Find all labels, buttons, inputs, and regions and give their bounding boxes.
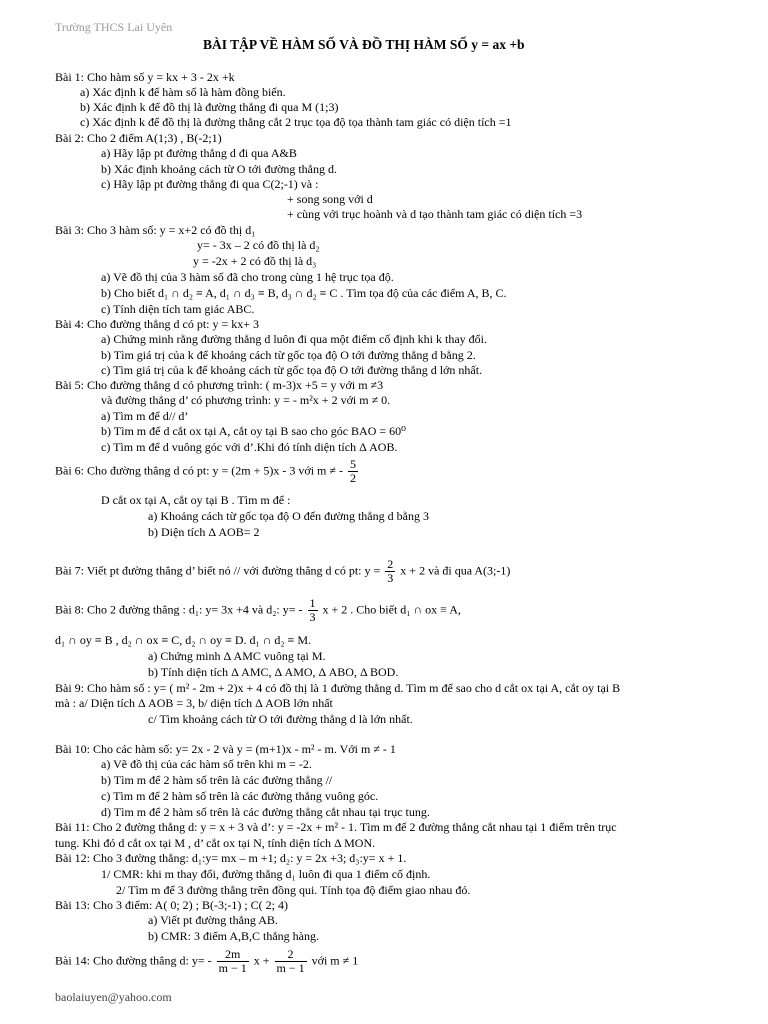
- exercise-11-line-2: tung. Khi đó d cắt ox tại M , d’ cắt ox tại N, tính diện tích Δ MON.: [55, 836, 376, 850]
- exercise-3-b: b) Cho biết d₁ ∩ d₂ ≡ A, d₁ ∩ d₃ ≡ B, d₃ ∩ d₂ ≡ C . Tìm tọa độ của các điểm A, B, C.: [101, 286, 507, 300]
- fraction-numerator: 5: [349, 457, 356, 471]
- exercise-10-a: a) Vẽ đồ thị của các hàm số trên khi m = -2.: [101, 757, 312, 771]
- exercise-1: Bài 1: Cho hàm số y = kx + 3 - 2x +k: [55, 70, 235, 84]
- exercise-8-b: b) Tính diện tích Δ AMC, Δ AMO, Δ ABO, Δ BOD.: [148, 665, 399, 679]
- exercise-9: Bài 9: Cho hàm số : y= ( m² - 2m + 2)x + 4 có đồ thị là 1 đường thẳng d. Tìm m để sao cho d cắt ox tại A, cắt oy tại B: [55, 681, 621, 695]
- exercise-10-b: b) Tìm m để 2 hàm số trên là các đường thẳng //: [101, 773, 333, 787]
- exercise-2-a: a) Hãy lập pt đường thẳng d đi qua A&B: [101, 146, 297, 160]
- footer-email: baolaiuyen@yahoo.com: [55, 990, 172, 1004]
- exercise-5-a: a) Tìm m để d// d’: [101, 409, 189, 423]
- exercise-6-line-2: D cắt ox tại A, cắt oy tại B . Tìm m để :: [101, 493, 291, 507]
- fraction-1-over-3: [308, 597, 318, 624]
- fraction-numerator: 1: [309, 596, 316, 610]
- exercise-8-a: a) Chứng minh Δ AMC vuông tại M.: [148, 649, 326, 663]
- exercise-5: Bài 5: Cho đường thẳng d có phương trình: ( m-3)x +5 = y với m ≠3: [55, 378, 384, 392]
- exercise-1-a: a) Xác định k để hàm số là hàm đồng biến.: [80, 85, 286, 99]
- exercise-14: [55, 948, 358, 975]
- fraction-numerator: 2: [275, 948, 307, 962]
- exercise-3-line-2: y= - 3x – 2 có đồ thị là d₂: [197, 238, 320, 252]
- exercise-8-line-2: d₁ ∩ oy ≡ B , d₂ ∩ ox ≡ C, d₂ ∩ oy ≡ D. d₁ ∩ d₂ ≡ M.: [55, 633, 311, 647]
- exercise-4-c: c) Tìm giá trị của k để khoảng cách từ gốc tọa độ O tới đường thẳng d lớn nhất.: [101, 363, 483, 377]
- exercise-8-text-end: x + 2 . Cho biết d₁ ∩ ox ≡ A,: [322, 602, 461, 617]
- exercise-14-text: Bài 14: Cho đường thẳng d: y= -: [55, 953, 212, 968]
- exercise-6-a: a) Khoảng cách từ gốc tọa độ O đến đường thẳng d bằng 3: [148, 509, 429, 523]
- fraction-denominator: 2: [349, 471, 356, 485]
- exercise-5-line-2: và đường thẳng d’ có phương trình: y = - m²x + 2 với m ≠ 0.: [101, 393, 391, 407]
- fraction-2-over-3: [385, 558, 395, 585]
- fraction-numerator: 2: [387, 557, 394, 571]
- exercise-2-c-2: + cùng với trục hoành và d tạo thành tam giác có diện tích =3: [287, 207, 583, 221]
- exercise-8-text: Bài 8: Cho 2 đường thẳng : d₁: y= 3x +4 và d₂: y= -: [55, 602, 303, 617]
- fraction-5-over-2: [348, 458, 358, 485]
- exercise-14-text-mid: x +: [253, 953, 270, 968]
- exercise-6-b: b) Diện tích Δ AOB= 2: [148, 525, 260, 539]
- exercise-12-line-3: 2/ Tìm m để 3 đường thẳng trên đồng qui. Tính tọa độ điểm giao nhau đó.: [116, 883, 471, 897]
- exercise-1-c: c) Xác định k để đồ thị là đường thẳng cắt 2 trục tọa độ tọa thành tam giác có diện tích =1: [80, 115, 512, 129]
- exercise-3-line-3: y = -2x + 2 có đồ thị là d₃: [193, 254, 317, 268]
- exercise-2-b: b) Xác định khoảng cách từ O tới đường thẳng d.: [101, 162, 337, 176]
- exercise-2-c-1: + song song với d: [287, 192, 373, 206]
- exercise-12: Bài 12: Cho 3 đường thẳng: d₁:y= mx – m +1; d₂: y = 2x +3; d₃:y= x + 1.: [55, 851, 407, 865]
- fraction-denominator: 3: [387, 571, 394, 585]
- exercise-8: [55, 597, 461, 624]
- exercise-10-d: d) Tìm m để 2 hàm số trên là các đường thẳng cắt nhau tại trục tung.: [101, 805, 430, 819]
- exercise-13-b: b) CMR: 3 điểm A,B,C thẳng hàng.: [148, 929, 319, 943]
- exercise-2: Bài 2: Cho 2 điểm A(1;3) , B(-2;1): [55, 131, 222, 145]
- exercise-4-a: a) Chứng minh rằng đường thẳng d luôn đi qua một điểm cố định khi k thay đổi.: [101, 332, 487, 346]
- exercise-7: [55, 558, 510, 585]
- exercise-6-text: Bài 6: Cho đường thẳng d có pt: y = (2m + 5)x - 3 với m ≠ -: [55, 463, 343, 478]
- fraction-denominator: m − 1: [276, 961, 305, 975]
- fraction-2-over-m-minus-1: [275, 948, 307, 975]
- exercise-9-line-2: mà : a/ Diện tích Δ AOB = 3, b/ diện tích Δ AOB lớn nhất: [55, 696, 333, 710]
- fraction-numerator: 2m: [217, 948, 249, 962]
- school-header: Trường THCS Lai Uyên: [55, 20, 173, 34]
- exercise-7-text-end: x + 2 và đi qua A(3;-1): [400, 563, 511, 578]
- exercise-10-c: c) Tìm m để 2 hàm số trên là các đường thẳng vuông góc.: [101, 789, 379, 803]
- exercise-5-b: b) Tìm m để d cắt ox tại A, cắt oy tại B sao cho góc BAO = 60⁰: [101, 424, 406, 438]
- exercise-3-c: c) Tính diện tích tam giác ABC.: [101, 302, 255, 316]
- exercise-11: Bài 11: Cho 2 đường thẳng d: y = x + 3 và d’: y = -2x + m² - 1. Tìm m để 2 đường thẳng cắt nhau tại 1 điểm trên trục: [55, 820, 617, 834]
- exercise-13-a: a) Viết pt đường thẳng AB.: [148, 913, 278, 927]
- exercise-7-text: Bài 7: Viết pt đường thẳng d’ biết nó // với đường thẳng d có pt: y =: [55, 563, 381, 578]
- exercise-3-a: a) Vẽ đồ thị của 3 hàm số đã cho trong cùng 1 hệ trục tọa độ.: [101, 270, 394, 284]
- exercise-4: Bài 4: Cho đường thẳng d có pt: y = kx+ 3: [55, 317, 260, 331]
- exercise-3: Bài 3: Cho 3 hàm số: y = x+2 có đồ thị d₁: [55, 223, 256, 237]
- exercise-12-line-2: 1/ CMR: khi m thay đổi, đường thẳng d₁ luôn đi qua 1 điểm cố định.: [101, 867, 431, 881]
- exercise-4-b: b) Tìm giá trị của k để khoảng cách từ gốc tọa độ O tới đường thẳng d bằng 2.: [101, 348, 476, 362]
- exercise-5-c: c) Tìm m để d vuông góc với d’.Khi đó tính diện tích Δ AOB.: [101, 440, 398, 454]
- exercise-9-line-3: c/ Tìm khoảng cách từ O tới đường thẳng d là lớn nhất.: [148, 712, 413, 726]
- exercise-6: [55, 458, 360, 485]
- exercise-13: Bài 13: Cho 3 điểm: A( 0; 2) ; B(-3;-1) ; C( 2; 4): [55, 898, 288, 912]
- exercise-1-b: b) Xác định k để đồ thị là đường thẳng đi qua M (1;3): [80, 100, 339, 114]
- exercise-14-text-end: với m ≠ 1: [311, 953, 359, 968]
- fraction-denominator: m − 1: [218, 961, 247, 975]
- exercise-2-c: c) Hãy lập pt đường thẳng đi qua C(2;-1) và :: [101, 177, 319, 191]
- fraction-denominator: 3: [309, 610, 316, 624]
- fraction-2m-over-m-minus-1: [217, 948, 249, 975]
- document-title: BÀI TẬP VỀ HÀM SỐ VÀ ĐỒ THỊ HÀM SỐ y = ax +b: [203, 37, 525, 52]
- exercise-10: Bài 10: Cho các hàm số: y= 2x - 2 và y = (m+1)x - m² - m. Với m ≠ - 1: [55, 742, 396, 756]
